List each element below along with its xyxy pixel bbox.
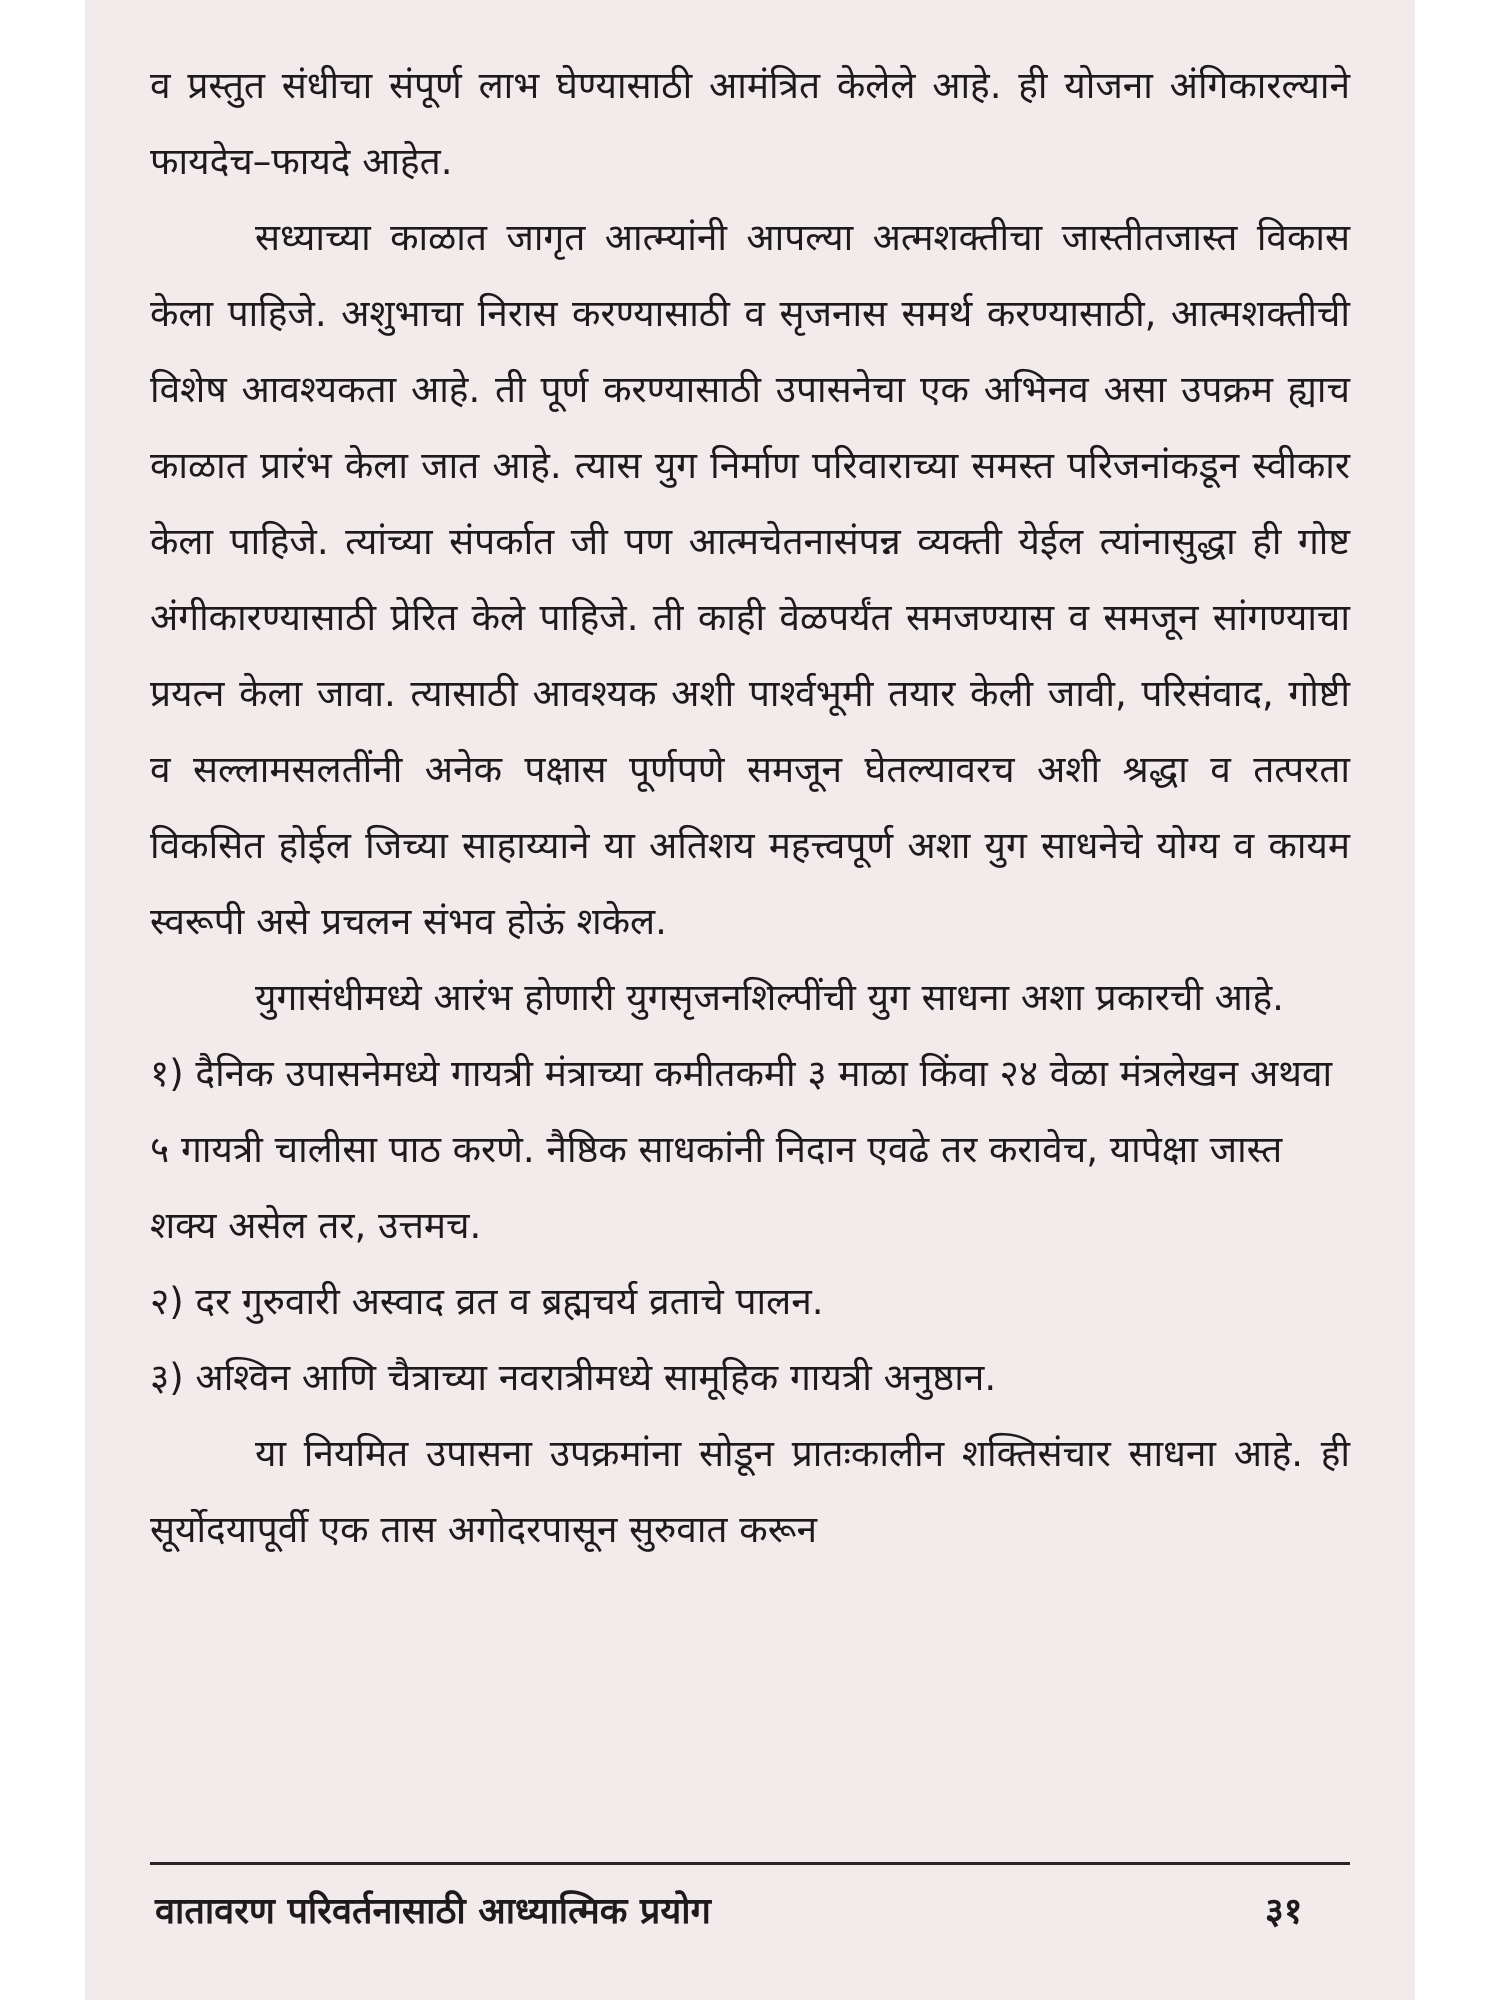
list-item-3: ३) अश्विन आणि चैत्राच्या नवरात्रीमध्ये सामूहिक गायत्री अनुष्ठान. — [150, 1356, 997, 1399]
page-body — [150, 48, 1350, 1568]
list-item-2: २) दर गुरुवारी अस्वाद व्रत व ब्रह्मचर्य व्रताचे पालन. — [150, 1280, 824, 1323]
running-footer-title: वातावरण परिवर्तनासाठी आध्यात्मिक प्रयोग — [155, 1891, 711, 1932]
paragraph-1: व प्रस्तुत संधीचा संपूर्ण लाभ घेण्यासाठी आमंत्रित केलेले आहे. ही योजना अंगिकारल्याने फायदेच–फायदे आहेत. — [150, 64, 1350, 183]
footer-divider — [150, 1862, 1350, 1865]
page-number: ३१ — [1265, 1891, 1303, 1932]
paragraph-3: युगासंधीमध्ये आरंभ होणारी युगसृजनशिल्पींची युग साधना अशा प्रकारची आहे. — [255, 976, 1284, 1019]
closing-paragraph: या नियमित उपासना उपक्रमांना सोडून प्रातःकालीन शक्तिसंचार साधना आहे. ही सूर्योदयापूर्वी एक तास अगोदरपासून सुरुवात करून — [150, 1432, 1350, 1551]
paragraph-2: सध्याच्या काळात जागृत आत्म्यांनी आपल्या अत्मशक्तीचा जास्तीतजास्त विकास केला पाहिजे. अशुभाचा निरास करण्यासाठी व सृजनास समर्थ करण्यासाठी, आत्मशक्तीची विशेष आवश्यकता आहे. ती पूर्ण करण्यासाठी उपासनेचा एक अभिनव असा उपक्रम ह्याच काळात प्रारंभ केला जात आहे. त्यास युग निर्माण परिवाराच्या समस्त परिजनांकडून स्वीकार केला पाहिजे. त्यांच्या संपर्कात जी पण आत्मचेतनासंपन्न व्यक्ती येईल त्यांनासुद्धा ही गोष्ट अंगीकारण्यासाठी प्रेरित केले पाहिजे. ती काही वेळपर्यंत समजण्यास व समजून सांगण्याचा प्रयत्न केला जावा. त्यासाठी आवश्यक अशी पार्श्वभूमी तयार केली जावी, परिसंवाद, गोष्टी व सल्लामसलतींनी अनेक पक्षास पूर्णपणे समजून घेतल्यावरच अशी श्रद्धा व तत्परता विकसित होईल जिच्या साहाय्याने या अतिशय महत्त्वपूर्ण अशा युग साधनेचे योग्य व कायम स्वरूपी असे प्रचलन संभव होऊं शकेल. — [150, 216, 1350, 943]
list-item-1: १) दैनिक उपासनेमध्ये गायत्री मंत्राच्या कमीतकमी ३ माळा किंवा २४ वेळा मंत्रलेखन अथवा ५ गायत्री चालीसा पाठ करणे. नैष्ठिक साधकांनी निदान एवढे तर करावेच, यापेक्षा जास्त शक्य असेल तर, उत्तमच. — [150, 1052, 1333, 1247]
